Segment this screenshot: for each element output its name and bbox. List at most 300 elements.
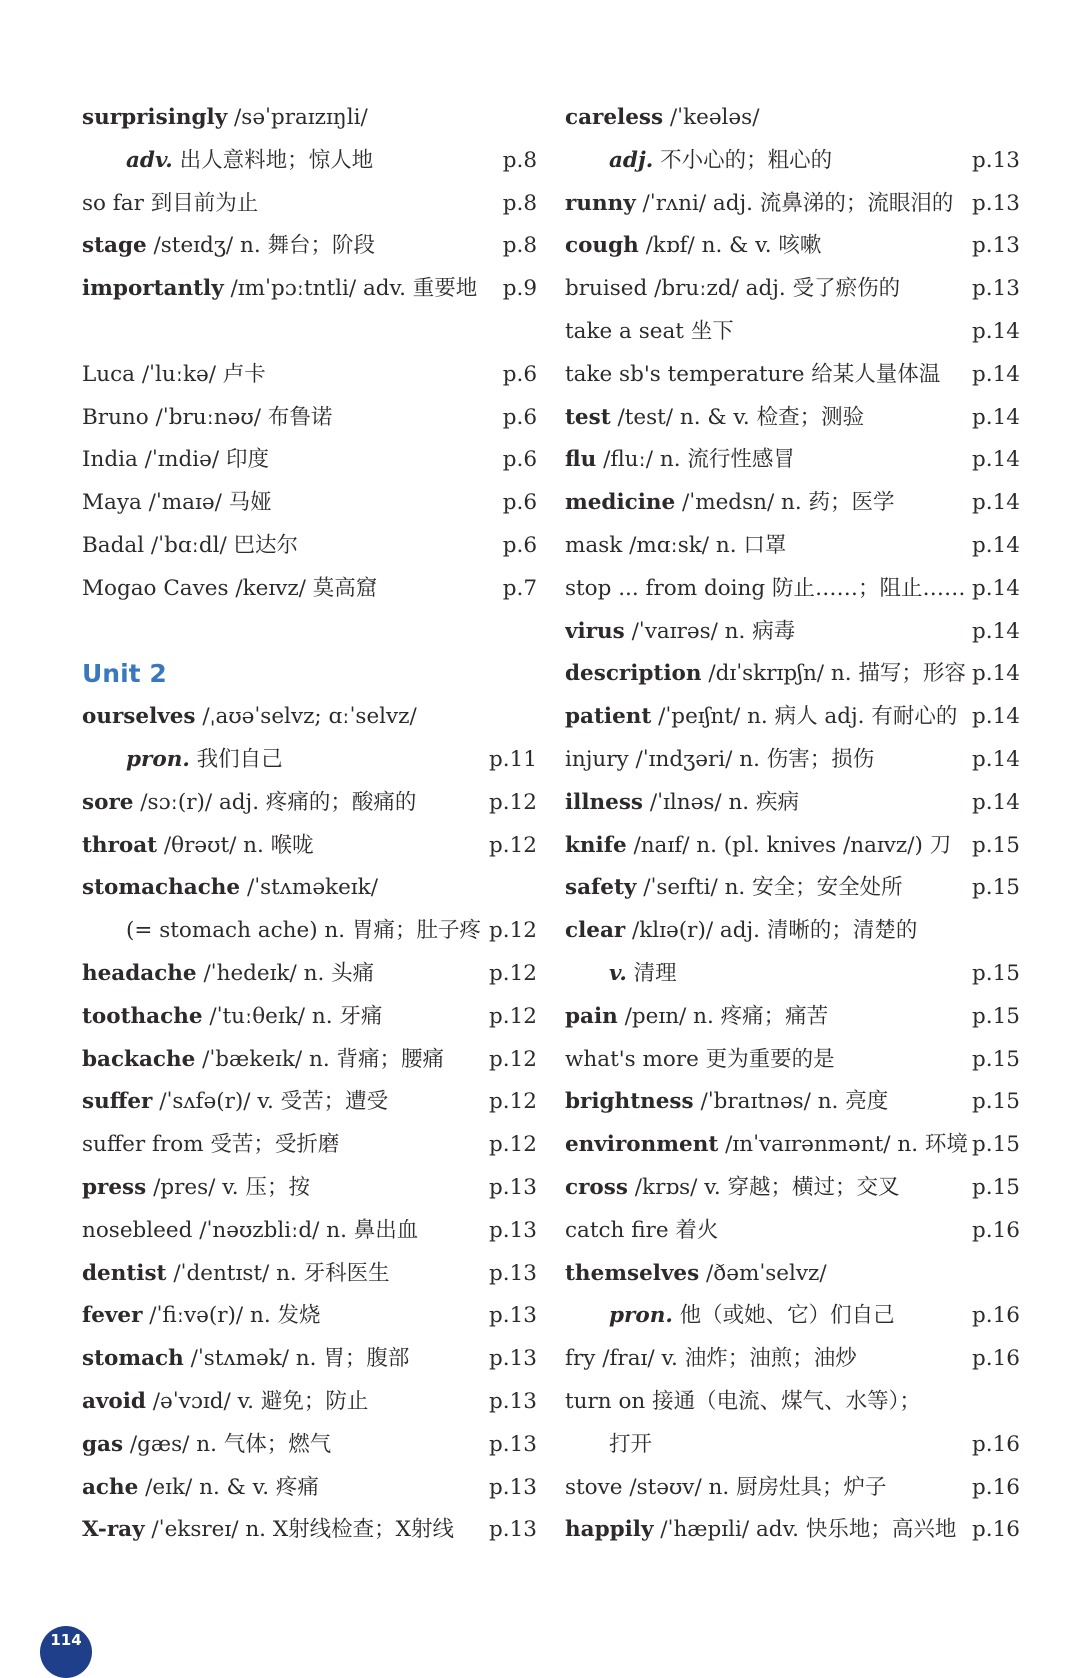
- entry-text: [82, 1338, 489, 1381]
- page-reference: p.16: [972, 1303, 1020, 1329]
- entry-text: [565, 482, 972, 525]
- entry-text: [565, 1210, 972, 1253]
- definition: /ˈdentɪst/ n. 牙科医生: [166, 1260, 390, 1286]
- definition: /ˈhæpɪli/ adv. 快乐地；高兴地: [653, 1517, 957, 1543]
- page-reference: p.15: [972, 1132, 1020, 1158]
- page-reference: p.16: [972, 1474, 1020, 1500]
- vocab-entry: [565, 225, 1020, 268]
- vocab-entry: [82, 996, 537, 1039]
- definition: 清理: [626, 960, 677, 986]
- vocab-entry: [82, 525, 537, 568]
- vocab-entry: [82, 97, 537, 140]
- part-of-speech: adj.: [609, 147, 654, 173]
- vocab-entry: [565, 1039, 1020, 1082]
- entry-text: [82, 568, 489, 611]
- entry-text: [82, 696, 489, 739]
- page-reference: p.15: [972, 1174, 1020, 1200]
- vocab-entry: [565, 825, 1020, 868]
- page-reference: p.7: [502, 575, 537, 601]
- page-reference: p.6: [502, 490, 537, 516]
- page-reference: p.13: [489, 1517, 537, 1543]
- vocab-entry: [82, 1081, 537, 1124]
- page-reference: p.12: [489, 960, 537, 986]
- entry-text: [82, 97, 489, 140]
- headword: ache: [82, 1474, 139, 1500]
- definition: 他（或她、它）们自己: [672, 1303, 895, 1329]
- page-reference: p.11: [489, 746, 537, 772]
- entry-text: [565, 397, 972, 440]
- definition: Maya /ˈmaɪə/ 马娅: [82, 490, 272, 516]
- vocab-entry: [82, 1210, 537, 1253]
- entry-text: [82, 825, 489, 868]
- right-column: [565, 97, 1020, 1552]
- page-reference: p.13: [489, 1388, 537, 1414]
- page-reference: p.14: [972, 661, 1020, 687]
- vocab-entry: [82, 1253, 537, 1296]
- headword: pain: [565, 1003, 618, 1029]
- entry-text: [82, 268, 489, 311]
- part-of-speech: v.: [609, 960, 627, 986]
- entry-text: [82, 867, 489, 910]
- headword: illness: [565, 789, 644, 815]
- page-reference: p.13: [972, 276, 1020, 302]
- page-reference: p.6: [502, 532, 537, 558]
- vocab-entry: [82, 782, 537, 825]
- page-reference: p.12: [489, 1003, 537, 1029]
- definition: /ˈvaɪrəs/ n. 病毒: [624, 618, 796, 644]
- definition: what's more 更为重要的是: [565, 1046, 835, 1072]
- unit-heading-text: Unit 2: [82, 659, 167, 689]
- headword: virus: [565, 618, 625, 644]
- entry-text: [82, 1210, 489, 1253]
- definition: /sɔː(r)/ adj. 疼痛的；酸痛的: [133, 789, 417, 815]
- entry-text: [565, 910, 972, 953]
- definition: /ˈeksreɪ/ n. X射线检查；X射线: [144, 1517, 454, 1543]
- headword: avoid: [82, 1388, 146, 1414]
- page-number: 114: [50, 1631, 82, 1649]
- definition: /ˈstʌmək/ n. 胃；腹部: [183, 1346, 410, 1372]
- headword: sore: [82, 789, 134, 815]
- headword: X-ray: [82, 1517, 145, 1543]
- definition: /ˈɪlnəs/ n. 疾病: [643, 789, 799, 815]
- headword: brightness: [565, 1089, 694, 1115]
- definition: 我们自己: [189, 746, 283, 772]
- blank-line: [82, 611, 537, 654]
- definition: 打开: [609, 1431, 653, 1457]
- definition: /ˈfiːvə(r)/ n. 发烧: [142, 1303, 321, 1329]
- page-reference: p.9: [502, 276, 537, 302]
- page-reference: p.14: [972, 318, 1020, 344]
- entry-text: [82, 1081, 489, 1124]
- page-reference: p.15: [972, 875, 1020, 901]
- entry-text: [565, 268, 972, 311]
- headword: safety: [565, 875, 637, 901]
- page-reference: p.8: [502, 190, 537, 216]
- entry-text: [565, 867, 972, 910]
- entry-text: [565, 525, 972, 568]
- vocab-entry: [565, 996, 1020, 1039]
- entry-text: [82, 225, 489, 268]
- page-reference: p.13: [972, 147, 1020, 173]
- definition: /ɪnˈvaɪrənmənt/ n. 环境: [718, 1132, 968, 1158]
- entry-text: [82, 482, 489, 525]
- page-reference: p.16: [972, 1431, 1020, 1457]
- page-reference: p.12: [489, 1046, 537, 1072]
- entry-text: [565, 653, 972, 696]
- headword: cough: [565, 233, 639, 259]
- entry-text: [565, 1167, 972, 1210]
- definition: turn on 接通（电流、煤气、水等）；: [565, 1388, 921, 1414]
- definition: /ˈbraɪtnəs/ n. 亮度: [693, 1089, 889, 1115]
- entry-text: [565, 1509, 972, 1552]
- entry-text: [82, 1124, 489, 1167]
- definition: /klɪə(r)/ adj. 清晰的；清楚的: [625, 918, 918, 944]
- definition: mask /mɑːsk/ n. 口罩: [565, 532, 787, 558]
- vocab-entry: [565, 696, 1020, 739]
- headword: ourselves: [82, 704, 196, 730]
- vocab-entry: [82, 1039, 537, 1082]
- entry-text: [82, 183, 489, 226]
- vocab-entry: [82, 439, 537, 482]
- entry-text: [565, 1381, 972, 1424]
- entry-text: [82, 1253, 489, 1296]
- entry-text: [565, 1424, 972, 1467]
- entry-text: [82, 953, 489, 996]
- entry-text: [565, 97, 972, 140]
- vocab-entry: [565, 439, 1020, 482]
- vocab-entry: [82, 397, 537, 440]
- definition: catch fire 着火: [565, 1217, 719, 1243]
- vocab-entry: [565, 1338, 1020, 1381]
- entry-text: [565, 825, 972, 868]
- definition: bruised /bruːzd/ adj. 受了瘀伤的: [565, 276, 901, 302]
- definition: take sb's temperature 给某人量体温: [565, 361, 941, 387]
- definition: /ˈbækeɪk/ n. 背痛；腰痛: [195, 1046, 445, 1072]
- vocab-entry: [565, 1124, 1020, 1167]
- entry-text: [565, 354, 972, 397]
- vocab-entry-continuation: [82, 910, 537, 953]
- entry-text: [565, 1124, 972, 1167]
- definition: stop ... from doing 防止……；阻止……: [565, 575, 966, 601]
- headword: suffer: [82, 1089, 153, 1115]
- definition: /ˈpeɪʃnt/ n. 病人 adj. 有耐心的: [651, 704, 958, 730]
- vocab-entry: [565, 782, 1020, 825]
- definition: fry /fraɪ/ v. 油炸；油煎；油炒: [565, 1346, 857, 1372]
- vocab-entry: [565, 653, 1020, 696]
- page-reference: p.8: [502, 233, 537, 259]
- page-reference: p.15: [972, 1003, 1020, 1029]
- entry-text: [82, 1467, 489, 1510]
- vocab-entry: [82, 825, 537, 868]
- blank-line: [82, 311, 537, 354]
- entry-text: [565, 611, 972, 654]
- headword: throat: [82, 832, 158, 858]
- page-reference: p.12: [489, 832, 537, 858]
- vocab-entry: [565, 97, 1020, 140]
- entry-text: [565, 183, 972, 226]
- page-reference: p.14: [972, 532, 1020, 558]
- vocab-entry: [565, 1167, 1020, 1210]
- part-of-speech: adv.: [126, 147, 173, 173]
- page-reference: p.16: [972, 1217, 1020, 1243]
- vocab-entry: [82, 1381, 537, 1424]
- vocab-entry: [565, 482, 1020, 525]
- vocab-entry: [565, 867, 1020, 910]
- vocab-entry: [82, 268, 537, 311]
- definition: take a seat 坐下: [565, 318, 734, 344]
- headword: fever: [82, 1303, 143, 1329]
- headword: test: [565, 404, 611, 430]
- vocab-entry-continuation: [565, 953, 1020, 996]
- entry-text: [565, 568, 972, 611]
- vocab-entry: [82, 1509, 537, 1552]
- vocab-entry: [565, 1509, 1020, 1552]
- headword: cross: [565, 1174, 628, 1200]
- page-reference: p.13: [489, 1474, 537, 1500]
- entry-text: [82, 525, 489, 568]
- definition: /fluː/ n. 流行性感冒: [596, 447, 795, 473]
- entry-text: [82, 1167, 489, 1210]
- vocab-entry: [565, 1467, 1020, 1510]
- definition: /naɪf/ n. (pl. knives /naɪvz/) 刀: [626, 832, 952, 858]
- definition: so far 到目前为止: [82, 190, 259, 216]
- entry-text: [565, 782, 972, 825]
- vocab-entry: [82, 1124, 537, 1167]
- entry-text: [565, 225, 972, 268]
- vocab-entry: [565, 354, 1020, 397]
- definition: /steɪdʒ/ n. 舞台；阶段: [146, 233, 376, 259]
- vocab-entry: [565, 611, 1020, 654]
- vocab-entry: [82, 867, 537, 910]
- entry-text: [565, 1338, 972, 1381]
- definition: Mogao Caves /keɪvz/ 莫高窟: [82, 575, 378, 601]
- page-reference: p.13: [489, 1303, 537, 1329]
- page-reference: p.15: [972, 832, 1020, 858]
- definition: /əˈvɔɪd/ v. 避免；防止: [145, 1388, 369, 1414]
- page-reference: p.13: [489, 1217, 537, 1243]
- headword: backache: [82, 1046, 196, 1072]
- vocab-entry: [82, 696, 537, 739]
- vocab-entry: [565, 910, 1020, 953]
- page-reference: p.13: [489, 1260, 537, 1286]
- page-reference: p.14: [972, 746, 1020, 772]
- unit-heading: [82, 653, 537, 696]
- definition: /ˈstʌməkeɪk/: [240, 875, 378, 901]
- definition: /eɪk/ n. & v. 疼痛: [138, 1474, 319, 1500]
- page-reference: p.14: [972, 490, 1020, 516]
- entry-text: [565, 696, 972, 739]
- headword: knife: [565, 832, 627, 858]
- entry-text: [565, 1467, 972, 1510]
- vocab-entry: [565, 268, 1020, 311]
- definition: 出人意料地；惊人地: [172, 147, 374, 173]
- definition: Bruno /ˈbruːnəʊ/ 布鲁诺: [82, 404, 333, 430]
- definition: /gæs/ n. 气体；燃气: [123, 1431, 332, 1457]
- definition: /ˈseɪfti/ n. 安全；安全处所: [636, 875, 903, 901]
- vocab-entry: [565, 1253, 1020, 1296]
- left-column: [82, 97, 537, 1552]
- page-reference: p.15: [972, 1046, 1020, 1072]
- entry-text: [565, 439, 972, 482]
- headword: stomachache: [82, 875, 241, 901]
- page-reference: p.13: [489, 1346, 537, 1372]
- page-reference: p.13: [972, 190, 1020, 216]
- vocab-entry: [565, 183, 1020, 226]
- definition: /ˈhedeɪk/ n. 头痛: [196, 960, 375, 986]
- page-reference: p.12: [489, 789, 537, 815]
- part-of-speech: pron.: [609, 1303, 673, 1329]
- vocab-entry: [82, 183, 537, 226]
- headword: environment: [565, 1132, 719, 1158]
- definition: stove /stəʊv/ n. 厨房灶具；炉子: [565, 1474, 887, 1500]
- vocab-entry: [82, 1467, 537, 1510]
- headword: careless: [565, 105, 664, 130]
- headword: medicine: [565, 490, 676, 516]
- entry-text: [82, 354, 489, 397]
- vocab-entry: [565, 1381, 1020, 1424]
- definition: /ˈsʌfə(r)/ v. 受苦；遭受: [152, 1089, 389, 1115]
- vocab-entry: [565, 397, 1020, 440]
- headword: patient: [565, 704, 652, 730]
- page-reference: p.13: [489, 1431, 537, 1457]
- vocab-entry-continuation: [565, 140, 1020, 183]
- page-reference: p.13: [972, 233, 1020, 259]
- vocab-entry: [565, 739, 1020, 782]
- definition: Badal /ˈbɑːdl/ 巴达尔: [82, 532, 299, 558]
- definition: nosebleed /ˈnəʊzbliːd/ n. 鼻出血: [82, 1217, 419, 1243]
- entry-text: [565, 996, 972, 1039]
- page-reference: p.12: [489, 918, 537, 944]
- page-reference: p.6: [502, 447, 537, 473]
- entry-text: [565, 1295, 972, 1338]
- page-reference: p.14: [972, 404, 1020, 430]
- headword: toothache: [82, 1003, 203, 1029]
- vocab-entry-continuation: [82, 140, 537, 183]
- vocab-entry-continuation: [82, 739, 537, 782]
- page-reference: p.14: [972, 575, 1020, 601]
- entry-text: [82, 782, 489, 825]
- page-reference: p.6: [502, 404, 537, 430]
- vocab-entry: [565, 1210, 1020, 1253]
- page-reference: p.8: [502, 147, 537, 173]
- entry-text: [565, 953, 972, 996]
- definition: injury /ˈɪndʒəri/ n. 伤害；损伤: [565, 746, 875, 772]
- vocab-entry: [82, 1338, 537, 1381]
- definition: /ɪmˈpɔːtntli/ adv. 重要地: [223, 276, 478, 302]
- definition: /θrəʊt/ n. 喉咙: [157, 832, 314, 858]
- definition: /ðəmˈselvz/: [699, 1260, 827, 1286]
- page-reference: p.14: [972, 361, 1020, 387]
- headword: happily: [565, 1517, 654, 1543]
- headword: gas: [82, 1431, 124, 1457]
- entry-text: [82, 397, 489, 440]
- vocab-entry: [82, 1295, 537, 1338]
- definition: suffer from 受苦；受折磨: [82, 1132, 340, 1158]
- vocab-entry: [82, 1167, 537, 1210]
- headword: stomach: [82, 1346, 184, 1372]
- vocab-entry: [82, 225, 537, 268]
- entry-text: [565, 739, 972, 782]
- vocab-entry-continuation: [565, 1424, 1020, 1467]
- entry-text: [565, 311, 972, 354]
- definition: /ˈkeələs/: [663, 105, 760, 130]
- page-reference: p.16: [972, 1517, 1020, 1543]
- definition: /peɪn/ n. 疼痛；痛苦: [617, 1003, 829, 1029]
- vocab-entry: [82, 568, 537, 611]
- headword: themselves: [565, 1260, 700, 1286]
- definition: 不小心的；粗心的: [653, 147, 833, 173]
- definition: (= stomach ache) n. 胃痛；肚子疼: [126, 918, 481, 944]
- page-reference: p.14: [972, 447, 1020, 473]
- definition: /pres/ v. 压；按: [146, 1174, 310, 1200]
- page-reference: p.14: [972, 789, 1020, 815]
- headword: press: [82, 1174, 147, 1200]
- definition: /səˈpraɪzɪŋli/: [227, 105, 368, 130]
- page-reference: p.14: [972, 704, 1020, 730]
- headword: importantly: [82, 276, 224, 302]
- definition: /kɒf/ n. & v. 咳嗽: [638, 233, 822, 259]
- definition: /ˈrʌni/ adj. 流鼻涕的；流眼泪的: [635, 190, 954, 216]
- headword: flu: [565, 447, 597, 473]
- vocab-entry: [565, 525, 1020, 568]
- definition: /dɪˈskrɪpʃn/ n. 描写；形容: [701, 661, 966, 687]
- vocab-entry: [82, 953, 537, 996]
- headword: stage: [82, 233, 147, 259]
- headword: runny: [565, 190, 636, 216]
- entry-text: [82, 1509, 489, 1552]
- vocab-entry-continuation: [565, 1295, 1020, 1338]
- headword: description: [565, 661, 702, 687]
- page-number-badge: [40, 1626, 92, 1678]
- entry-text: [82, 910, 489, 953]
- headword: dentist: [82, 1260, 167, 1286]
- entry-text: [565, 1081, 972, 1124]
- vocab-entry: [565, 1081, 1020, 1124]
- entry-text: [82, 996, 489, 1039]
- page-reference: p.15: [972, 960, 1020, 986]
- definition: /ˈmedsn/ n. 药；医学: [675, 490, 895, 516]
- headword: surprisingly: [82, 105, 228, 130]
- entry-text: [565, 1039, 972, 1082]
- definition: /test/ n. & v. 检查；测验: [610, 404, 865, 430]
- entry-text: [565, 140, 972, 183]
- entry-text: [82, 1424, 489, 1467]
- page-reference: p.15: [972, 1089, 1020, 1115]
- vocab-entry: [565, 311, 1020, 354]
- entry-text: [82, 739, 489, 782]
- entry-text: [82, 1381, 489, 1424]
- part-of-speech: pron.: [126, 746, 190, 772]
- entry-text: [82, 439, 489, 482]
- vocab-entry: [82, 354, 537, 397]
- definition: /krɒs/ v. 穿越；横过；交叉: [627, 1174, 900, 1200]
- definition: /ˌaʊəˈselvz; ɑːˈselvz/: [195, 704, 417, 730]
- vocab-entry: [82, 1424, 537, 1467]
- entry-text: [82, 1295, 489, 1338]
- vocab-entry: [82, 482, 537, 525]
- page-reference: p.13: [489, 1174, 537, 1200]
- headword: clear: [565, 918, 626, 944]
- definition: Luca /ˈluːkə/ 卢卡: [82, 361, 266, 387]
- page-reference: p.14: [972, 618, 1020, 644]
- page-reference: p.12: [489, 1089, 537, 1115]
- page-reference: p.16: [972, 1346, 1020, 1372]
- vocab-entry: [565, 568, 1020, 611]
- entry-text: [82, 1039, 489, 1082]
- entry-text: [82, 140, 489, 183]
- definition: /ˈtuːθeɪk/ n. 牙痛: [202, 1003, 383, 1029]
- page-reference: p.12: [489, 1132, 537, 1158]
